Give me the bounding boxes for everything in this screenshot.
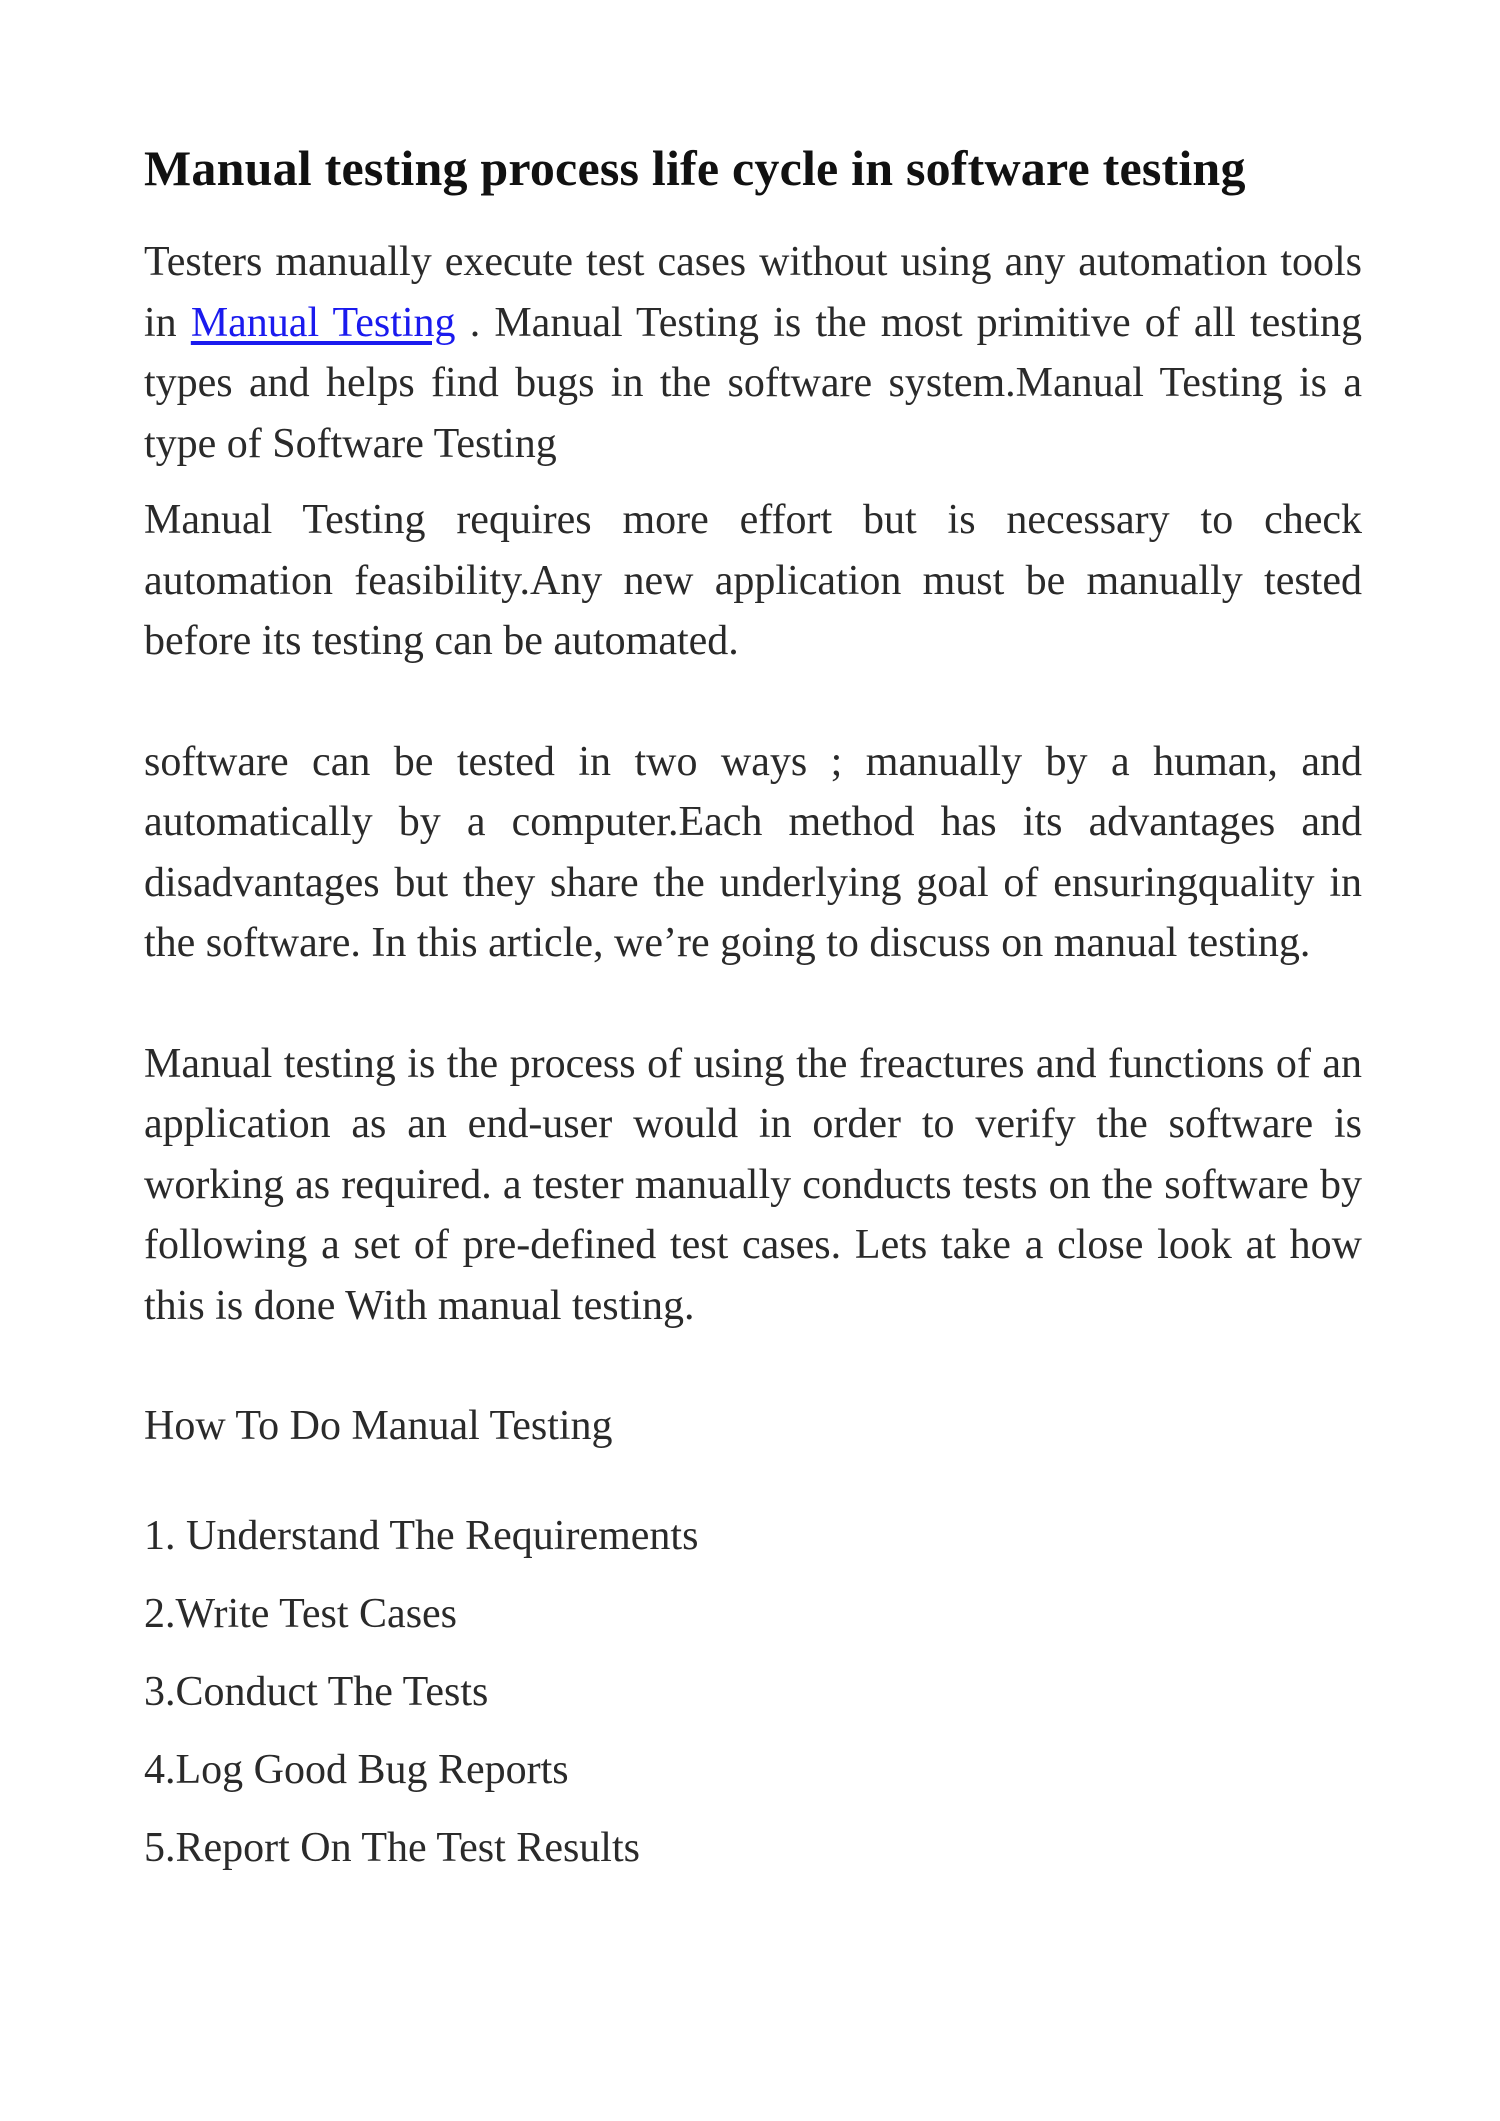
intro-paragraph	[144, 232, 1362, 474]
list-item: 4.Log Good Bug Reports	[144, 1747, 569, 1793]
steps-list	[144, 1506, 1362, 1878]
document-page	[144, 138, 1362, 1896]
intro-text-before-link: Testers manually execute test cases without using any automation tools in	[144, 239, 1362, 346]
process-paragraph: Manual testing is the process of using the freactures and functions of an application as an end-user would in order to verify the software is working as required. a tester manually conducts tests on the software by following a set of pre-defined test cases. Lets take a close look at how this is done With manual testing.	[144, 1040, 1362, 1329]
page-title: Manual testing process life cycle in software testing	[144, 140, 1246, 196]
intro-text-after-link: . Manual Testing is the most primitive of all testing types and helps find bugs in the software system.Manual Testing is a type of Software Testing	[144, 299, 1362, 467]
list-item: 2.Write Test Cases	[144, 1591, 458, 1637]
list-item: 3.Conduct The Tests	[144, 1669, 489, 1715]
list-item: 5.Report On The Test Results	[144, 1825, 640, 1871]
effort-paragraph: Manual Testing requires more effort but is necessary to check automation feasibility.Any new application must be manually tested before its testing can be automated.	[144, 497, 1362, 664]
manual-testing-link[interactable]: Manual Testing	[190, 299, 456, 346]
how-to-heading: How To Do Manual Testing	[144, 1403, 613, 1449]
two-ways-paragraph: software can be tested in two ways ; manually by a human, and automatically by a computer.Each method has its advantages and disadvantages but they share the underlying goal of ensuringquality in the software. In this article, we’re going to discuss on manual testing.	[144, 738, 1362, 966]
list-item: 1. Understand The Requirements	[144, 1513, 699, 1559]
